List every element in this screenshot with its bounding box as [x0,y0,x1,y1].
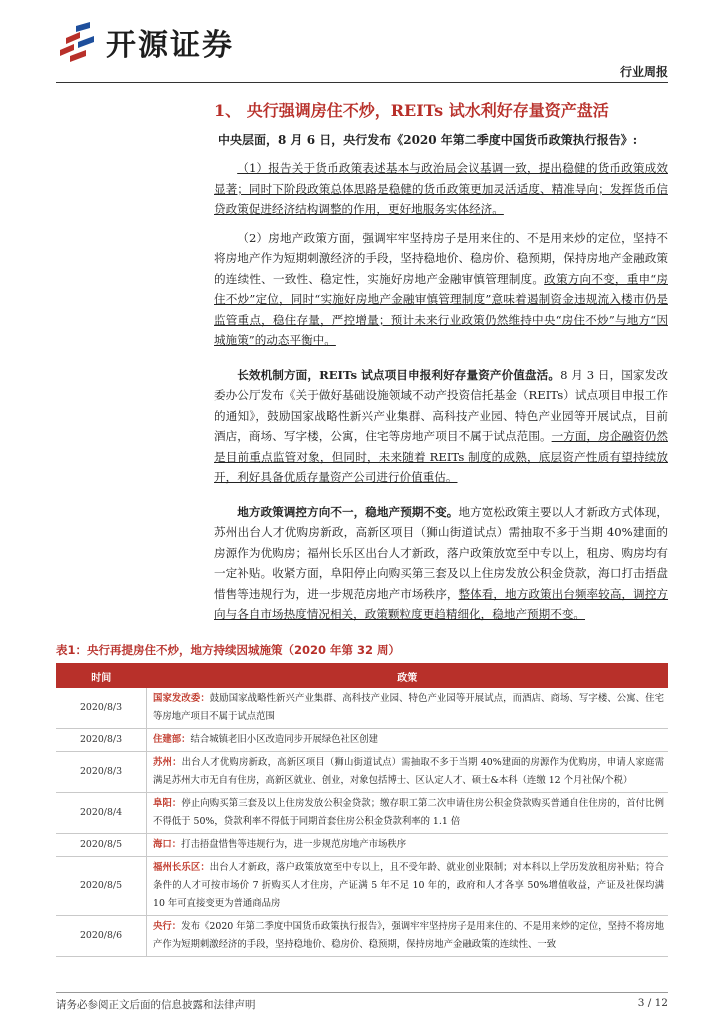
row-date: 2020/8/3 [56,729,147,752]
header-date: 时间 [56,664,147,688]
paragraph-3-underlined: 一方面，房企融资仍然是目前重点监管对象，但同时，未来随着 REITs 制度的成熟，底层资产性质有望持续放开，利好具备优质存量资产公司进行价值重估。 [214,429,668,484]
paragraph-4-bold: 地方政策调控方向不一，稳地产预期不变。 [237,504,459,519]
paragraph-2-text: （2）房地产政策方面，强调牢牢坚持房子是用来住的、不是用来炒的定位，坚持不将房地产作为短期刺激经济的手段，坚持稳地价、稳房价、稳预期，保持房地产金融政策的连续性、一致性、稳定性，实施好房地产金融审慎管理制度。 [214,230,668,286]
paragraph-3-text: 8 月 3 日，国家发改委办公厅发布《关于做好基础设施领域不动产投资信托基金（REITs）试点项目申报工作的通知》，鼓励国家战略性新兴产业集群、高科技产业园、特色产业园等开展试点，目前酒店，商场、写字楼，公寓，住宅等房地产项目不属于试点范围。 [214,367,669,443]
row-entity: 国家发改委： [153,693,210,704]
paragraph-3-bold: 长效机制方面，REITs 试点项目申报利好存量资产价值盘活。 [237,367,561,382]
brand-logo [56,20,234,64]
table-row [56,688,668,729]
row-policy [147,834,669,857]
paragraph-4 [214,502,668,625]
row-entity: 福州长乐区： [153,862,210,873]
row-policy [147,688,669,729]
row-policy [147,857,669,916]
policy-table-section [56,642,668,957]
row-text: 出台人才新政，落户政策放宽至中专以上，且不受年龄、就业创业限制；对本科以上学历发放租房补贴；符合条件的人才可按市场价 7 折购买人才住房，产证满 5 年不足 10 年的，政府和人才各享 50%增值收益，产证及社保均满 10 年可直接变更为普通商品房 [153,862,664,909]
row-policy [147,752,669,793]
header-policy: 政策 [147,664,669,688]
policy-table [56,664,668,957]
row-date: 2020/8/3 [56,752,147,793]
section-title: 1、 央行强调房住不炒，REITs 试水利好存量资产盘活 [214,101,609,120]
paragraph-1 [214,158,668,220]
table-row [56,793,668,834]
main-content [214,98,668,633]
paragraph-1-text: （1）报告关于货币政策表述基本与政治局会议基调一致，提出稳健的货币政策成效显著；同时下阶段政策总体思路是稳健的货币政策更加灵活适度、精准导向；发挥货币信贷政策促进经济结构调整的作用，更好地服务实体经济。 [214,161,668,216]
row-date: 2020/8/5 [56,857,147,916]
row-entity: 海口： [153,839,182,850]
row-policy [147,793,669,834]
row-entity: 住建部： [153,734,191,745]
table-row [56,752,668,793]
paragraph-4-underlined: 整体看，地方政策出台频率较高，调控方向与各自市场热度情况相关，政策颗粒度更趋精细化，稳地产预期不变。 [214,586,668,621]
lead-sentence: 中央层面，8 月 6 日，央行发布《2020 年第二季度中国货币政策执行报告》: [218,133,638,147]
row-text: 结合城镇老旧小区改造同步开展绿色社区创建 [190,734,379,745]
table-header-row [56,664,668,688]
row-text: 鼓励国家战略性新兴产业集群、高科技产业园、特色产业园等开展试点，而酒店、商场、写字楼、公寓、住宅等房地产项目不属于试点范围 [153,693,664,722]
brand-logo-icon [56,20,98,64]
table-row [56,834,668,857]
row-text: 停止向购买第三套及以上住房发放公积金贷款；缴存职工第二次申请住房公积金贷款购买普通自住住房的，首付比例不得低于 50%，贷款利率不得低于同期首套住房公积金贷款利率的 1.1 倍 [153,798,664,827]
table-row [56,857,668,916]
row-date: 2020/8/4 [56,793,147,834]
table-title: 表1：央行再提房住不炒，地方持续因城施策（2020 年第 32 周） [56,642,668,664]
row-policy [147,916,669,957]
row-entity: 苏州： [153,757,182,768]
paragraph-2-underlined: 政策方向不变，重申“房住不炒”定位，同时“实施好房地产金融审慎管理制度”意味着遏制资金违规流入楼市仍是监管重点，稳住存量，严控增量；预计未来行业政策仍然维持中央“房住不炒”与地方“因城施策”的动态平衡中。 [214,271,668,347]
footer-disclaimer: 请务必参阅正文后面的信息披露和法律声明 [56,999,256,1011]
header-divider [56,82,668,83]
row-text: 发布《2020 年第二季度中国货币政策执行报告》，强调牢牢坚持房子是用来住的、不是用来炒的定位，坚持不将房地产作为短期刺激经济的手段，坚持稳地价、稳房价、稳预期，保持房地产金融政策的连续性、一致 [153,921,664,950]
table-row [56,916,668,957]
footer-divider [56,992,668,993]
paragraph-4-text: 地方宽松政策主要以人才新政方式体现，苏州出台人才优购房新政，高新区项目（狮山街道试点）需抽取不多于当期 40%建面的房源作为优购房；福州长乐区出台人才新政，落户政策放宽至中专以上，租房、购房均有一定补贴。收紧方面，阜阳停止向购买第三套及以上住房发放公积金贷款，海口打击捂盘惜售等违规行为，进一步规范房地产市场秩序， [214,504,668,601]
page-number: 3 / 12 [637,997,668,1009]
row-date: 2020/8/5 [56,834,147,857]
row-policy [147,729,669,752]
row-date: 2020/8/3 [56,688,147,729]
row-entity: 阜阳： [153,798,182,809]
table-row [56,729,668,752]
report-type: 行业周报 [619,65,668,79]
row-date: 2020/8/6 [56,916,147,957]
brand-name: 开源证券 [106,28,234,63]
paragraph-3 [214,365,668,488]
row-text: 打击捂盘惜售等违规行为，进一步规范房地产市场秩序 [181,839,407,850]
row-entity: 央行： [153,921,182,932]
row-text: 出台人才优购房新政，高新区项目（狮山街道试点）需抽取不多于当期 40%建面的房源作为优购房，申请人家庭需满足苏州大市无自有住房，高新区就业、创业，对象包括博士、区认定人才、硕士&本科（连缴 12 个月社保/个税） [153,757,664,786]
paragraph-2 [214,228,668,351]
